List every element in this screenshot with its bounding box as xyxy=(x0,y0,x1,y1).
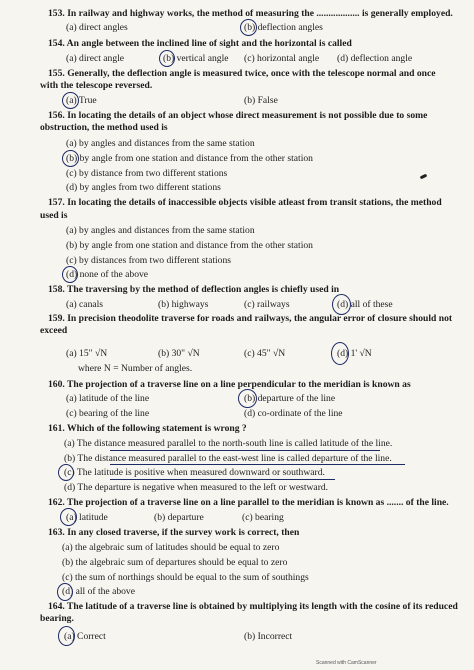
question-156-text-cont: obstruction, the method used is xyxy=(40,122,168,133)
question-160-text: 160. The projection of a traverse line on a line perpendicular to the meridian is known as xyxy=(48,379,411,390)
q154-option-c: (c) horizontal angle xyxy=(244,53,320,64)
q159-option-b: (b) 30" √N xyxy=(158,348,200,359)
underline-q161-a xyxy=(110,450,380,451)
q158-option-b: (b) highways xyxy=(158,299,209,310)
question-155-text: 155. Generally, the deflection angle is measured twice, once with the telescope normal and once xyxy=(48,68,436,79)
question-161-text: 161. Which of the following statement is wrong ? xyxy=(48,423,247,434)
q160-option-a: (a) latitude of the line xyxy=(66,393,150,404)
q156-option-d: (d) by angles from two different stations xyxy=(66,182,221,193)
question-153-text: 153. In railway and highway works, the method of measuring the .................. is generally employed. xyxy=(48,8,453,19)
q156-option-c: (c) by distance from two different stations xyxy=(66,168,228,179)
q156-option-a: (a) by angles and distances from the same station xyxy=(66,138,255,149)
q156-option-b: (b) by angle from one station and distance from the other station xyxy=(66,153,313,164)
question-156-text: 156. In locating the details of an object whose direct measurement is not possible due to some xyxy=(48,110,428,121)
q158-option-d: (d) all of these xyxy=(337,299,393,310)
q157-option-c: (c) by distances from two different stations xyxy=(66,255,232,266)
q153-option-a: (a) direct angles xyxy=(66,22,128,33)
question-154-text: 154. An angle between the inclined line of sight and the horizontal is called xyxy=(48,38,352,49)
q157-option-a: (a) by angles and distances from the same station xyxy=(66,225,255,236)
underline-q161-b xyxy=(110,464,405,465)
question-159-text-cont: exceed xyxy=(40,325,68,336)
q160-option-c: (c) bearing of the line xyxy=(66,408,150,419)
scanner-watermark: Scanned with CamScanner xyxy=(316,660,377,666)
q158-option-a: (a) canals xyxy=(66,299,104,310)
q162-option-c: (c) bearing xyxy=(242,512,284,523)
q161-option-b: (b) The distance measured parallel to the east-west line is called departure of the line. xyxy=(64,453,392,464)
q159-option-c: (c) 45" √N xyxy=(244,348,286,359)
question-157-text: 157. In locating the details of inaccessible objects visible atleast from transit stations, the method xyxy=(48,197,442,208)
q159-option-d: (d) 1' √N xyxy=(337,348,372,359)
question-159-text: 159. In precision theodolite traverse for roads and railways, the angular error of closure should not xyxy=(48,313,453,324)
q160-option-d: (d) co-ordinate of the line xyxy=(244,408,343,419)
q155-option-b: (b) False xyxy=(244,95,278,106)
q161-option-d: (d) The departure is negative when measured to the left or westward. xyxy=(64,482,329,493)
q162-option-a: (a) latitude xyxy=(66,512,108,523)
q154-option-a: (a) direct angle xyxy=(66,53,125,64)
q163-option-c: (c) the sum of northings should be equal to the sum of southings xyxy=(62,572,309,583)
q164-option-a: (a) Correct xyxy=(64,631,106,642)
q157-option-d: (d) none of the above xyxy=(66,269,149,280)
question-158-text: 158. The traversing by the method of deflection angles is chiefly used in xyxy=(48,284,340,295)
q158-option-c: (c) railways xyxy=(244,299,290,310)
question-155-text-cont: with the telescope reversed. xyxy=(40,80,153,91)
q153-option-b: (b) deflection angles xyxy=(244,22,323,33)
q162-option-b: (b) departure xyxy=(154,512,204,523)
q163-option-b: (b) the algebraic sum of departures should be equal to zero xyxy=(62,557,288,568)
q161-option-a: (a) The distance measured parallel to the north-south line is called latitude of the line. xyxy=(64,438,393,449)
q163-option-d: (d) all of the above xyxy=(62,586,135,597)
q154-option-b: (b) vertical angle xyxy=(163,53,229,64)
q155-option-a: (a) True xyxy=(66,95,97,106)
q154-option-d: (d) deflection angle xyxy=(337,53,413,64)
question-164-text-cont: bearing. xyxy=(40,613,74,624)
question-163-text: 163. In any closed traverse, if the survey work is correct, then xyxy=(48,527,300,538)
question-164-text: 164. The latitude of a traverse line is obtained by multiplying its length with the cosine of its reduced xyxy=(48,601,458,612)
q163-option-a: (a) the algebraic sum of latitudes should be equal to zero xyxy=(62,542,280,553)
q159-note: where N = Number of angles. xyxy=(78,363,193,374)
question-162-text: 162. The projection of a traverse line on a line parallel to the meridian is known as ....... of the line. xyxy=(48,497,449,508)
q159-option-a: (a) 15" √N xyxy=(66,348,108,359)
pen-stroke-mark xyxy=(420,174,428,180)
question-157-text-cont: used is xyxy=(40,210,68,221)
q157-option-b: (b) by angle from one station and distance from the other station xyxy=(66,240,313,251)
q160-option-b: (b) departure of the line xyxy=(244,393,336,404)
q161-option-c: (c) The latitude is positive when measured downward or southward. xyxy=(64,467,325,478)
q164-option-b: (b) Incorrect xyxy=(244,631,293,642)
underline-q161-c xyxy=(110,479,335,480)
